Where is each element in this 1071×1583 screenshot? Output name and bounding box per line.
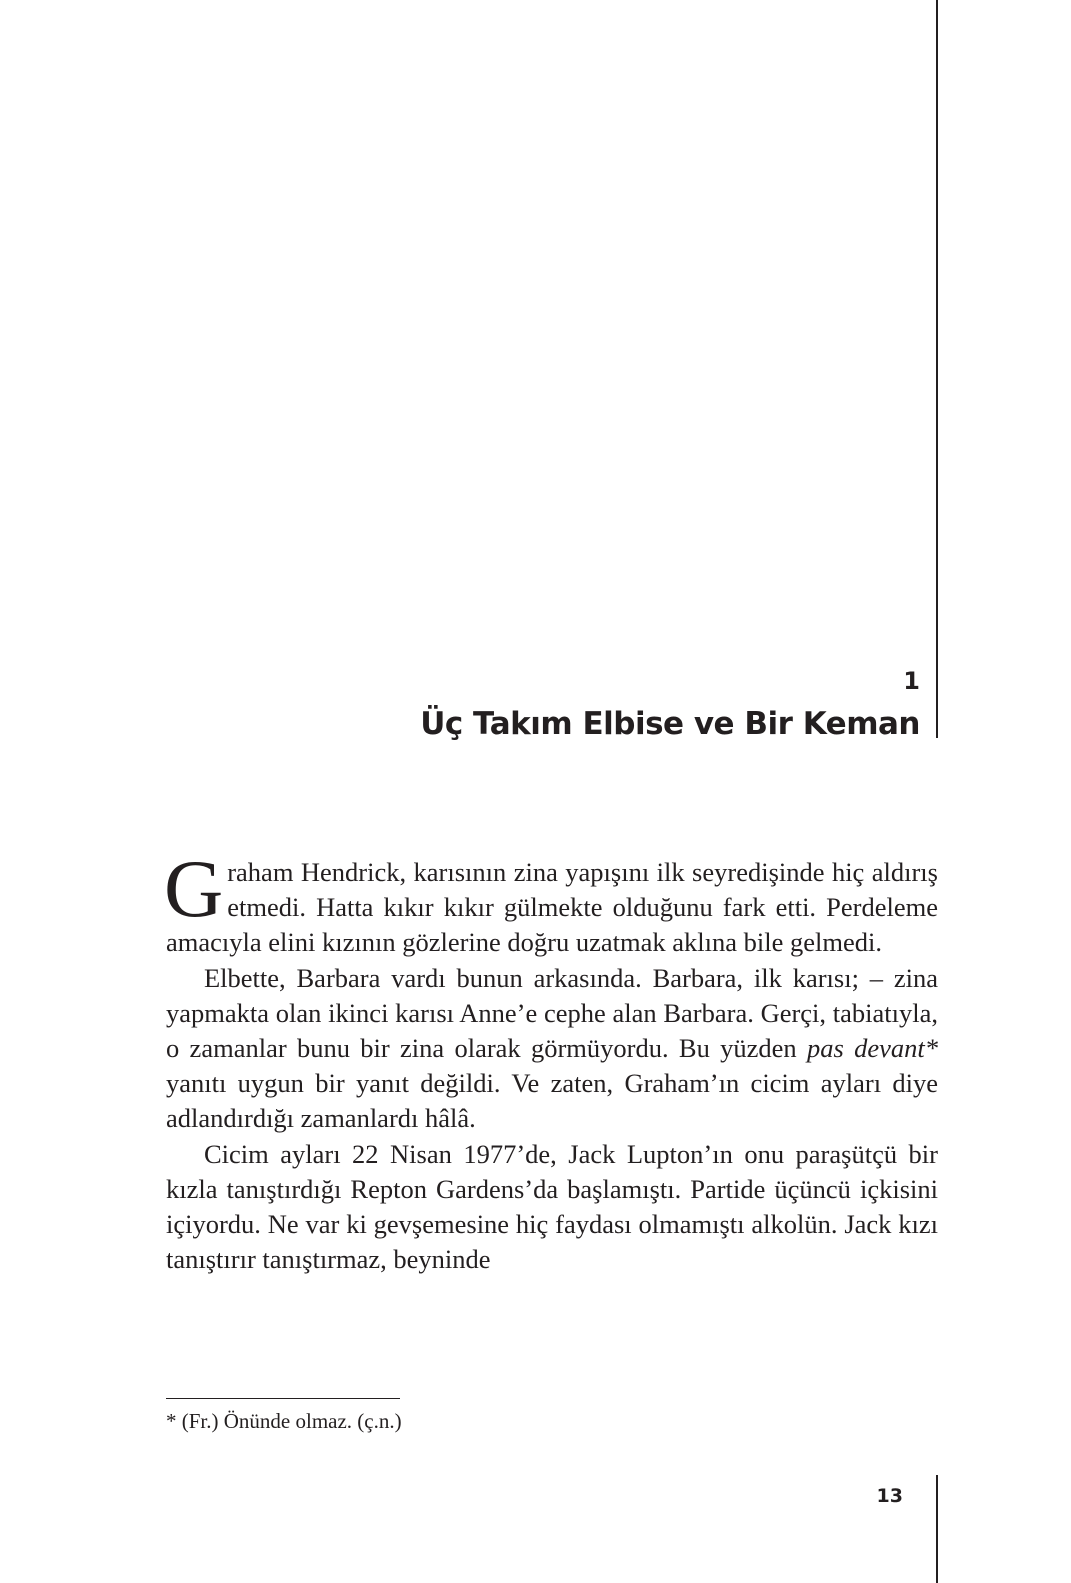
paragraph-3 [166, 1137, 938, 1278]
chapter-title: Üç Takım Elbise ve Bir Keman [420, 706, 920, 742]
footnote-divider [166, 1398, 400, 1399]
paragraph-2 [166, 961, 938, 1137]
body-text [164, 843, 939, 1277]
drop-cap: G [164, 843, 224, 934]
page-number: 13 [876, 1485, 903, 1507]
paragraph-2-italic: pas devant* [807, 1033, 939, 1064]
paragraph-1 [164, 843, 938, 961]
vertical-rule-top [936, 0, 938, 738]
paragraph-1-text: raham Hendrick, karısının zina yapışını ilk seyredişinde hiç aldırış etmedi. Hatta kıkır kıkır gülmekte olduğunu fark etti. Perdeleme amacıyla elini kızının gözlerine doğru uzatmak aklına bile gelmedi. [166, 857, 938, 958]
paragraph-2-text-a: Elbette, Barbara vardı bunun arkasında. Barbara, ilk karısı; – zina yapmakta olan ikinci karısı Anne’e cephe alan Barbara. Gerçi, tabiatıyla, o zamanlar bunu bir zina olarak görmüyordu. Bu yüzden [166, 962, 938, 1064]
chapter-number: 1 [903, 667, 920, 695]
paragraph-3-text: Cicim ayları 22 Nisan 1977’de, Jack Lupton’ın onu paraşütçü bir kızla tanıştırdığı Repton Gardens’da başlamıştı. Partide üçüncü içkisini içiyordu. Ne var ki gevşemesine hiç faydası olmamıştı alkolün. Jack kızı tanıştırır tanıştırmaz, beyninde [166, 1138, 938, 1275]
paragraph-2-text-b: yanıtı uygun bir yanıt değildi. Ve zaten, Graham’ın cicim ayları diye adlandırdığı zamanlardı hâlâ. [166, 1068, 938, 1134]
footnote: * (Fr.) Önünde olmaz. (ç.n.) [166, 1409, 402, 1433]
vertical-rule-bottom [936, 1475, 938, 1583]
